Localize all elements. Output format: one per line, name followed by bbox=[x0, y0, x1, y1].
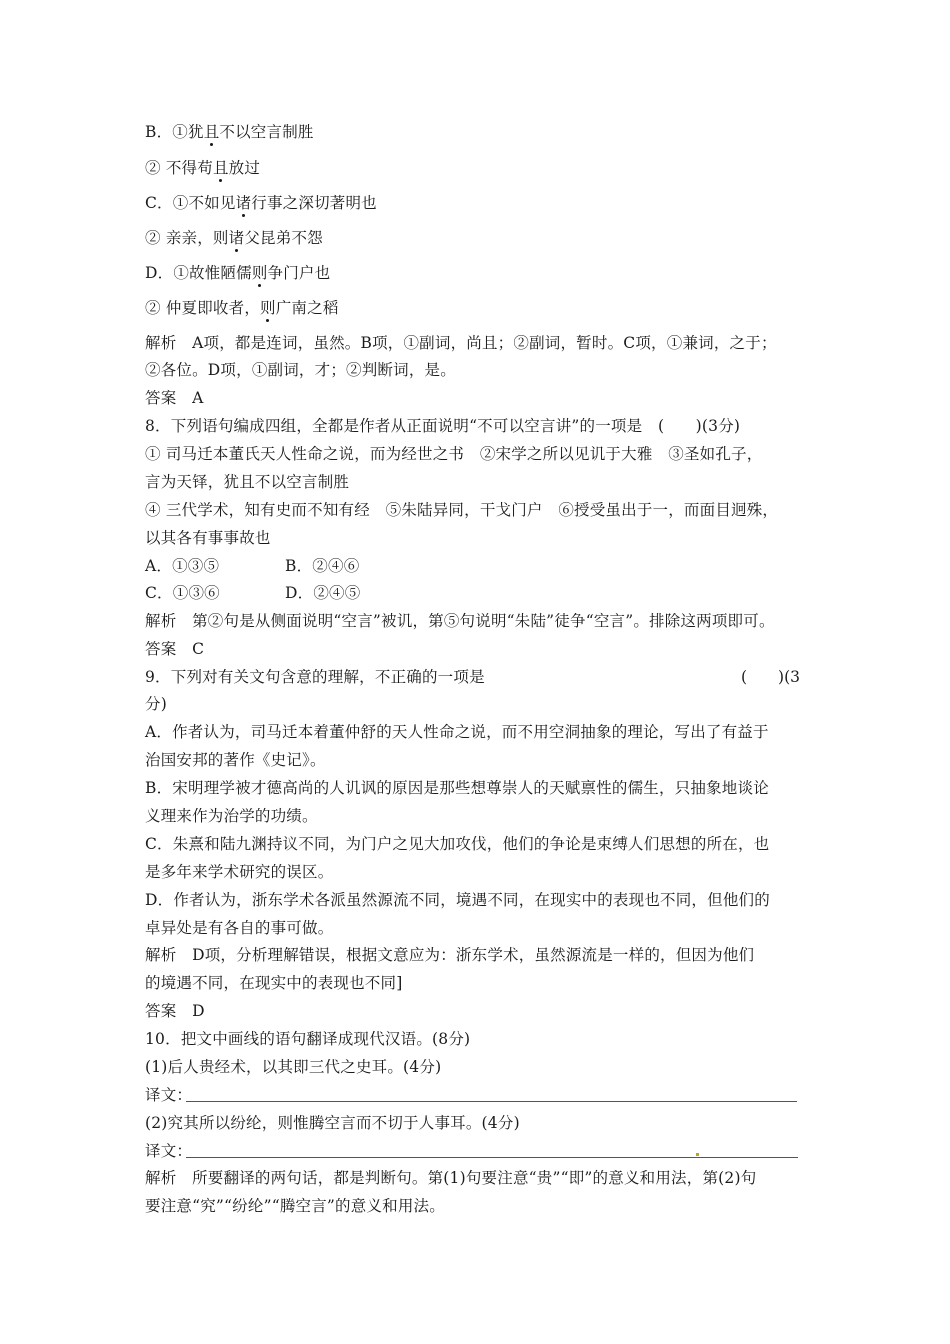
q9-c-2: 是多年来学术研究的误区。 bbox=[145, 863, 334, 881]
q10-analysis-1: 解析 所要翻译的两句话，都是判断句。第(1)句要注意“贵”“即”的意义和用法，第(2)句 bbox=[145, 1169, 757, 1187]
answer-line-2 bbox=[186, 1157, 798, 1158]
q8-item-2: 言为天铎，犹且不以空言制胜 bbox=[145, 473, 350, 491]
q9-score: ( )(3 bbox=[741, 668, 801, 686]
q10-translation-label-1: 译文： bbox=[145, 1086, 193, 1104]
q8-option-c: C．①③⑥ bbox=[145, 584, 220, 602]
answer-line-1 bbox=[186, 1101, 797, 1102]
q9-b-2: 义理来作为治学的功绩。 bbox=[145, 807, 318, 825]
q9-d-2: 卓异处是有各自的事可做。 bbox=[145, 919, 334, 937]
option-b-1: B．①犹且不以空言制胜 bbox=[145, 123, 314, 141]
q9-a-2: 治国安邦的著作《史记》。 bbox=[145, 751, 326, 769]
option-c-2: ② 亲亲，则诸父昆弟不怨 bbox=[145, 229, 323, 247]
q9-d-1: D．作者认为，浙东学术各派虽然源流不同，境遇不同，在现实中的表现也不同，但他们的 bbox=[145, 891, 770, 909]
q8-stem: 8．下列语句编成四组，全都是作者从正面说明“不可以空言讲”的一项是 ( )(3分) bbox=[145, 417, 741, 435]
q8-item-4: 以其各有事事故也 bbox=[145, 529, 271, 547]
q8-option-a: A．①③⑤ bbox=[145, 557, 220, 575]
stray-mark bbox=[696, 1153, 699, 1156]
q9-b-1: B．宋明理学被才德高尚的人讥讽的原因是那些想尊崇人的天赋禀性的儒生，只抽象地谈论 bbox=[145, 779, 769, 797]
q9-c-1: C．朱熹和陆九渊持议不同，为门户之见大加攻伐，他们的争论是束缚人们思想的所在，也 bbox=[145, 835, 770, 853]
q10-stem: 10．把文中画线的语句翻译成现代汉语。(8分) bbox=[145, 1030, 471, 1048]
q7-answer: 答案 A bbox=[145, 389, 204, 407]
option-b-2: ② 不得苟且放过 bbox=[145, 159, 261, 177]
option-c-1: C．①不如见诸行事之深切著明也 bbox=[145, 194, 377, 212]
option-d-2: ② 仲夏即收者，则广南之稻 bbox=[145, 299, 339, 317]
q10-sentence-2: (2)究其所以纷纶，则惟腾空言而不切于人事耳。(4分) bbox=[145, 1114, 520, 1132]
q9-answer: 答案 D bbox=[145, 1002, 205, 1020]
q7-analysis-1: 解析 A项，都是连词，虽然。B项，①副词，尚且；②副词，暂时。C项，①兼词，之于； bbox=[145, 334, 777, 352]
q10-analysis-2: 要注意“究”“纷纶”“腾空言”的意义和用法。 bbox=[145, 1197, 445, 1215]
q9-stem: 9．下列对有关文句含意的理解，不正确的一项是 bbox=[145, 668, 485, 686]
q8-answer: 答案 C bbox=[145, 640, 205, 658]
q8-item-3: ④ 三代学术，知有史而不知有经 ⑤朱陆异同，干戈门户 ⑥授受虽出于一，而面目迥殊， bbox=[145, 501, 779, 519]
q8-option-d: D．②④⑤ bbox=[285, 584, 361, 602]
option-d-1: D．①故惟陋儒则争门户也 bbox=[145, 264, 331, 282]
q8-option-b: B．②④⑥ bbox=[285, 557, 360, 575]
q10-sentence-1: (1)后人贵经术，以其即三代之史耳。(4分) bbox=[145, 1058, 442, 1076]
q9-a-1: A．作者认为，司马迁本着董仲舒的天人性命之说，而不用空洞抽象的理论，写出了有益于 bbox=[145, 723, 769, 741]
q7-analysis-2: ②各位。D项，①副词，才；②判断词，是。 bbox=[145, 361, 456, 379]
q10-translation-label-2: 译文： bbox=[145, 1142, 193, 1160]
q9-analysis-2: 的境遇不同，在现实中的表现也不同] bbox=[145, 974, 403, 992]
q8-item-1: ① 司马迁本董氏天人性命之说，而为经世之书 ②宋学之所以见讥于大雅 ③圣如孔子， bbox=[145, 445, 763, 463]
q9-analysis-1: 解析 D项，分析理解错误，根据文意应为：浙东学术，虽然源流是一样的，但因为他们 bbox=[145, 946, 755, 964]
q9-score-cont: 分) bbox=[145, 695, 167, 713]
q8-analysis: 解析 第②句是从侧面说明“空言”被讥，第⑤句说明“朱陆”徒争“空言”。排除这两项即可。 bbox=[145, 612, 775, 630]
